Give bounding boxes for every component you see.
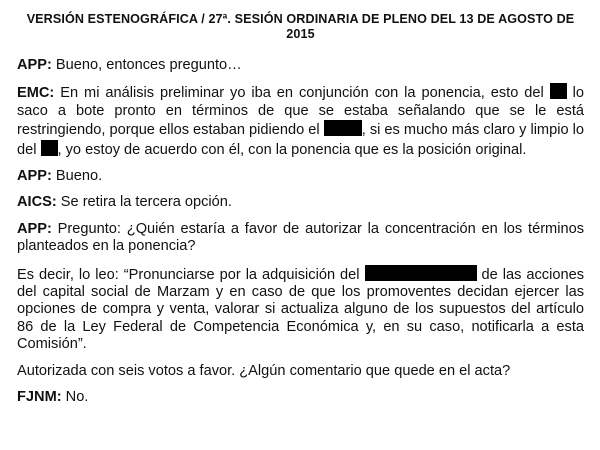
paragraph-text: Se retira la tercera opción. xyxy=(56,194,232,211)
speaker-label: EMC: xyxy=(17,85,55,102)
paragraph-7 xyxy=(17,363,584,380)
paragraph-text: Es decir, lo leo: “Pronunciarse por la adquisición del xyxy=(17,266,365,283)
paragraph-text: , yo estoy de acuerdo con él, con la ponencia que es la posición original. xyxy=(57,141,527,158)
paragraph-2 xyxy=(17,83,584,159)
redaction-box xyxy=(324,120,362,136)
redaction-box xyxy=(41,140,58,156)
paragraph-text: No. xyxy=(61,389,89,406)
speaker-label: FJNM: xyxy=(17,389,62,406)
speaker-label: APP: xyxy=(17,168,52,185)
speaker-label: APP: xyxy=(17,220,52,237)
redaction-box xyxy=(365,265,477,281)
paragraph-text: Autorizada con seis votos a favor. ¿Algún comentario que quede en el acta? xyxy=(17,362,511,379)
paragraph-text: Pregunto: ¿Quién estaría a favor de autorizar la concentración en los términos planteados en la ponencia? xyxy=(17,220,584,255)
paragraph-text: de las acciones del capital social de Marzam y en caso de que los promoventes decidan ejercer las opciones de compra y venta, valorar si actualiza alguno de los supuestos del artículo 86 de la Ley Federal de Competencia Económica y, en su caso, notificarla a esta Comisión”. xyxy=(17,266,584,353)
paragraph-text: En mi análisis preliminar yo iba en conjunción con la ponencia, esto del xyxy=(54,85,550,102)
paragraph-text: Bueno, entonces pregunto… xyxy=(51,57,242,73)
paragraph-6 xyxy=(17,265,584,354)
paragraph-1 xyxy=(17,57,584,74)
speaker-label: AICS: xyxy=(17,194,57,211)
paragraph-8 xyxy=(17,389,584,406)
document-title: VERSIÓN ESTENOGRÁFICA / 27ª. SESIÓN ORDINARIA DE PLENO DEL 13 DE AGOSTO DE 2015 xyxy=(26,12,575,41)
paragraph-4 xyxy=(17,194,584,211)
redaction-box xyxy=(550,83,567,99)
paragraph-text: , si es mucho más claro y limpio lo del xyxy=(17,122,584,158)
speaker-label: APP: xyxy=(17,57,52,73)
paragraph-text: lo saco a bote pronto en términos de que se estaba señalando que se le está restringiendo, porque ellos estaban pidiendo el xyxy=(17,85,584,139)
paragraph-text: Bueno. xyxy=(51,168,103,185)
paragraph-3 xyxy=(17,168,584,185)
paragraph-5 xyxy=(17,221,584,256)
